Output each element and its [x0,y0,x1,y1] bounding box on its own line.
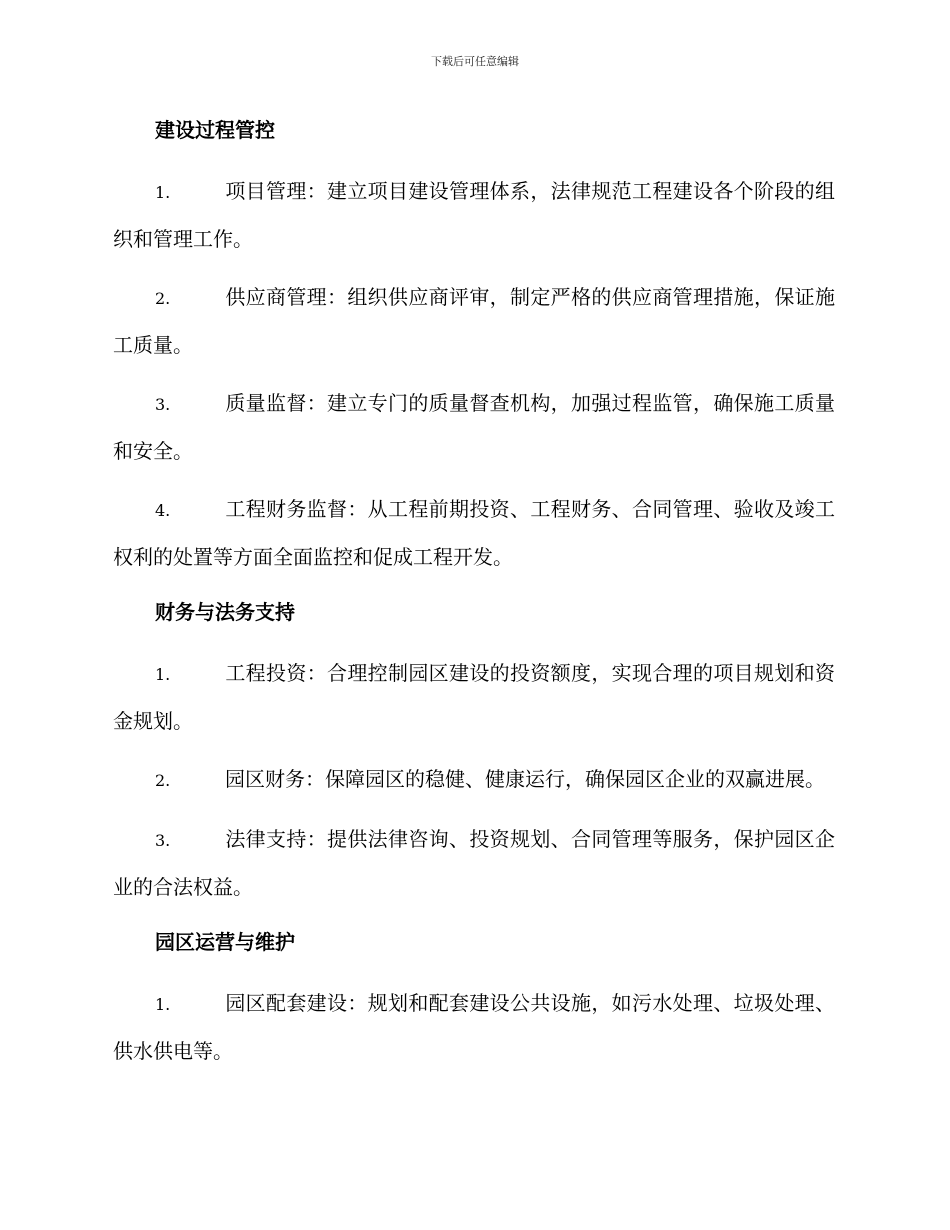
item-text: 供应商管理：组织供应商评审，制定严格的供应商管理措施，保证施工质量。 [113,285,835,357]
list-item [113,486,835,580]
item-number: 3. [155,831,171,850]
item-number: 4. [155,501,171,520]
item-number: 1. [155,995,171,1014]
item-text: 质量监督：建立专门的质量督查机构，加强过程监管，确保施工质量和安全。 [113,391,835,463]
item-text: 法律支持：提供法律咨询、投资规划、合同管理等服务，保护园区企业的合法权益。 [113,827,835,899]
list-item [113,816,835,910]
item-text: 项目管理：建立项目建设管理体系，法律规范工程建设各个阶段的组织和管理工作。 [113,179,835,251]
section-title-construction: 建设过程管控 [155,118,275,142]
document-body [113,110,835,1086]
list-item [113,650,835,744]
section-title-finance-legal: 财务与法务支持 [155,600,295,624]
item-text: 工程投资：合理控制园区建设的投资额度，实现合理的项目规划和资金规划。 [113,661,835,733]
item-number: 2. [155,289,171,308]
list-item [113,756,835,804]
list-item [113,380,835,474]
list-item [113,980,835,1074]
item-text: 园区财务：保障园区的稳健、健康运行，确保园区企业的双赢进展。 [225,767,825,791]
item-text: 工程财务监督：从工程前期投资、工程财务、合同管理、验收及竣工权利的处置等方面全面监控和促成工程开发。 [113,497,835,569]
item-number: 2. [155,771,171,790]
section-title-operations: 园区运营与维护 [155,930,295,954]
item-text: 园区配套建设：规划和配套建设公共设施，如污水处理、垃圾处理、供水供电等。 [113,991,835,1063]
item-number: 3. [155,395,171,414]
page-header: 下载后可任意编辑 [431,55,519,68]
item-number: 1. [155,665,171,684]
item-number: 1. [155,183,171,202]
list-item [113,168,835,262]
list-item [113,274,835,368]
